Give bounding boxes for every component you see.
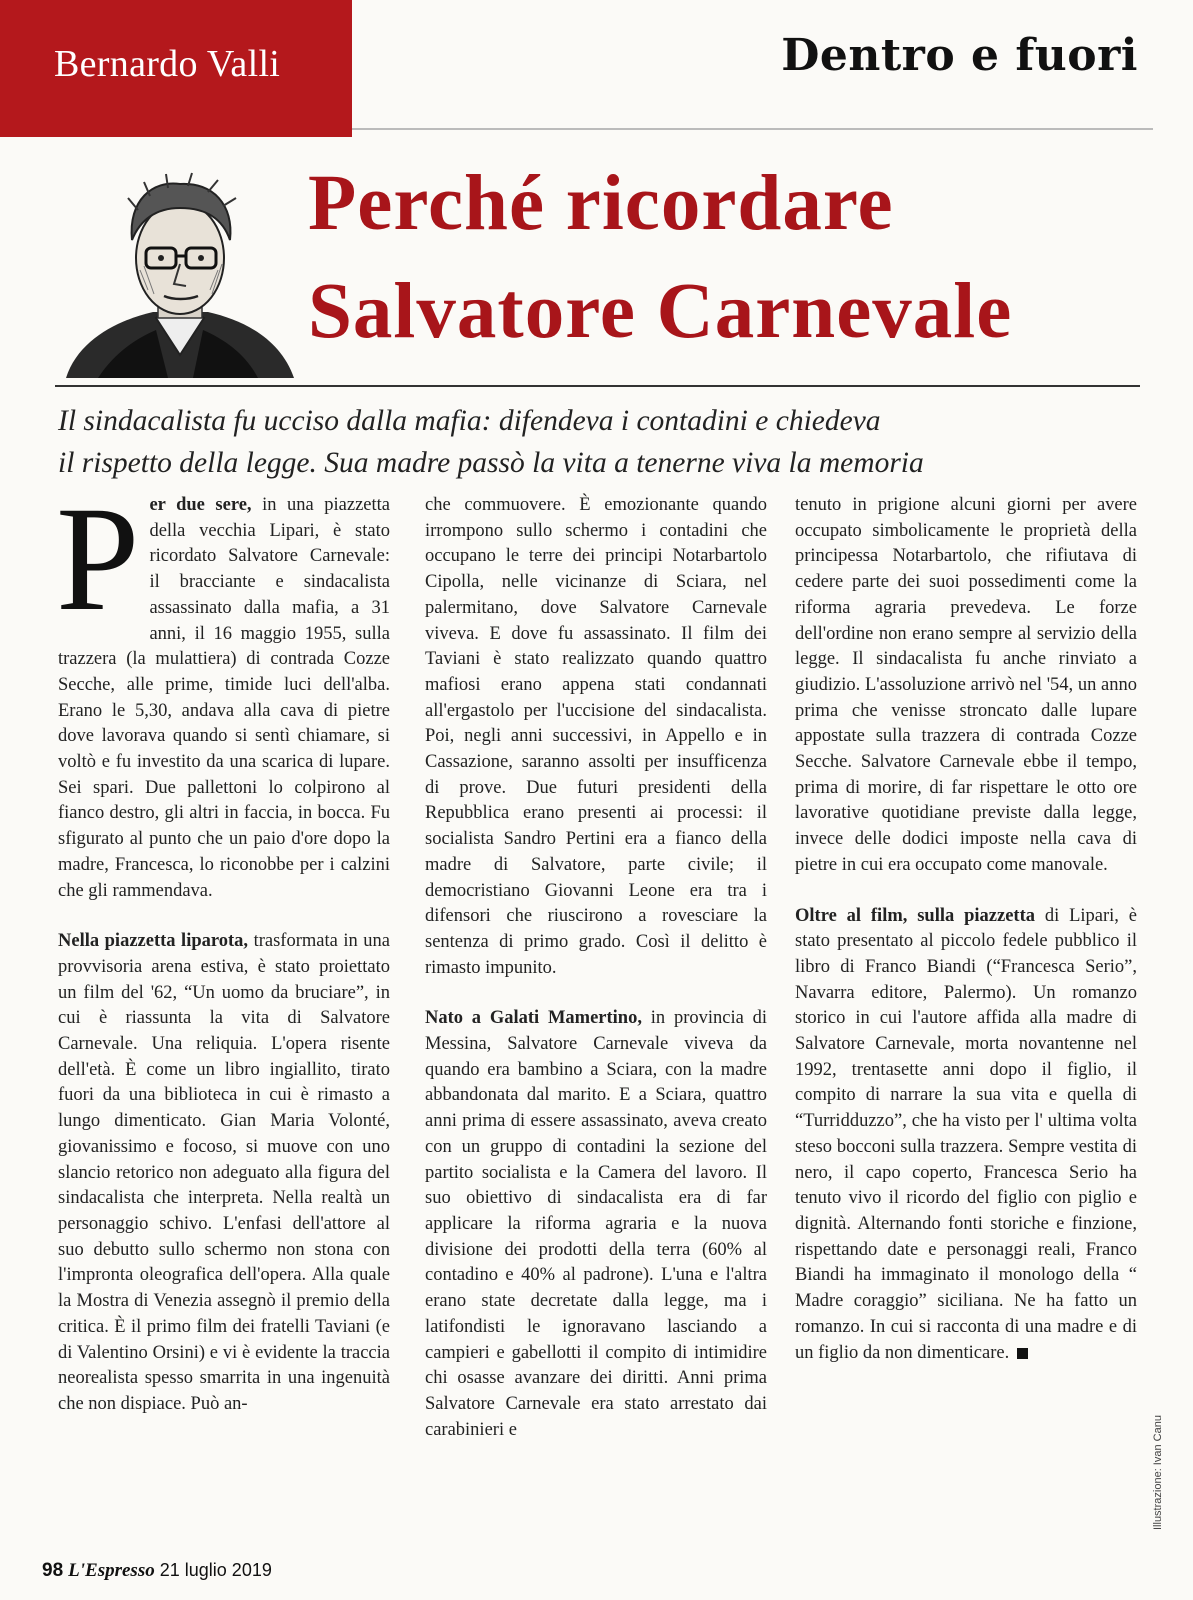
article-column-1	[56, 476, 390, 1443]
deck	[58, 400, 1148, 484]
paragraph-text: che commuovere. È emozionante quando irrompono sullo schermo i contadini che occupano le terre dei principi Notarbartolo Cipolla, nelle vicinanze di Sciara, nel palermitano, dove Salvatore Carnevale viveva. E dove fu assassinato. Il film dei Taviani è stato realizzato quando quattro mafiosi erano appena stati condannati all'ergastolo per l'uccisione del sindacalista. Poi, negli anni successivi, in Appello e in Cassazione, saranno assolti per insufficenza di prove. Due futuri presidenti della Repubblica erano presenti ai processi: il socialista Sandro Pertini era a fianco della madre di Salvatore, parte civile; il democristiano Giovanni Leone era tra i difensori che riuscirono a rovesciare la sentenza di primo grado. Così il delitto è rimasto impunito.	[425, 495, 767, 978]
article-column-3	[795, 493, 1137, 1391]
paragraph	[425, 493, 767, 981]
article-column-2	[425, 493, 767, 1468]
paragraph-text: in provincia di Messina, Salvatore Carnevale viveva da quando era bambino a Sciara, con la madre abbandonata dal marito. E a Sciara, quattro anni prima di essere assassinato, aveva creato con un gruppo di contadini la sezione del partito socialista e la Camera del lavoro. Il suo obiettivo di sindacalista era di far applicare la riforma agraria e la nuova divisione dei prodotti della terra (60% al contadino e 40% al padrone). L'una e l'altra erano state decretate dalla legge, ma i latifondisti le ignoravano lasciando a campieri e gabellotti il compito di intimidire chi osasse avanzare dei diritti. Anni prima Salvatore Carnevale era stato arrestato dai carabinieri e	[425, 1008, 767, 1440]
paragraph	[425, 1006, 767, 1443]
magazine-name: L'Espresso	[68, 1560, 155, 1581]
paragraph-text: trasformata in una provvisoria arena estiva, è stato proiettato un film del '62, “Un uomo da bruciare”, in cui è riassunta la vita di Salvatore Carnevale. Una reliquia. L'opera risente dell'età. È come un libro ingiallito, tirato fuori da una biblioteca in cui è rimasto a lungo dimenticato. Gian Maria Volonté, giovanissimo e focoso, si muove con uno slancio retorico non adeguato alla figura del sindacalista che interpreta. Nella realtà un personaggio schivo. L'enfasi dell'attore al suo debutto sullo schermo non stona con l'impronta oleografica dell'opera. Alla quale la Mostra di Venezia assegnò il premio della critica. È il primo film dei fratelli Taviani (e di Valentino Orsini) e vi è evidente la traccia neorealista spesso smarrita in una ingenuità che non dispiace. Può an-	[58, 931, 390, 1414]
author-portrait-icon	[58, 170, 298, 378]
paragraph-lead: Nella piazzetta liparota,	[58, 931, 249, 952]
paragraph	[56, 476, 390, 904]
column-title: Dentro e fuori	[781, 30, 1138, 81]
paragraph-text: tenuto in prigione alcuni giorni per avere occupato simbolicamente le proprietà della principessa Notarbartolo, che rifiutava di cedere parte dei suoi possedimenti come la riforma agraria prevedeva. Le forze dell'ordine non erano sempre al servizio della legge. Il sindacalista fu anche rinviato a giudizio. L'assoluzione arrivò nel '54, un anno prima che venisse stroncato dalle lupare appostate sulla trazzera di contrada Cozze Secche. Salvatore Carnevale ebbe il tempo, prima di morire, di far rispettare le otto ore lavorative quotidiane previste dalla legge, invece delle dodici imposte nella cava di pietre in cui era occupato come manovale.	[795, 495, 1137, 875]
deck-line-2: il rispetto della legge. Sua madre passò la vita a tenerne viva la memoria	[58, 447, 924, 479]
paragraph	[58, 929, 390, 1417]
headline-line-2: Salvatore Carnevale	[308, 268, 1013, 355]
page-footer	[42, 1560, 272, 1582]
headline	[308, 150, 1158, 366]
illustration-credit: Illustrazione: Ivan Canu	[1152, 1415, 1164, 1530]
author-name: Bernardo Valli	[54, 43, 281, 85]
paragraph-lead: Nato a Galati Mamertino,	[425, 1008, 642, 1029]
end-mark-icon	[1017, 1348, 1028, 1359]
deck-line-1: Il sindacalista fu ucciso dalla mafia: difendeva i contadini e chiedeva	[58, 405, 881, 437]
author-band	[0, 0, 352, 137]
header-rule	[352, 128, 1153, 130]
paragraph-text: in una piazzetta della vecchia Lipari, è stato ricordato Salvatore Carnevale: il bracciante e sindacalista assassinato dalla mafia, a 31 anni, il 16 maggio 1955, sulla trazzera (la mulattiera) di contrada Cozze Secche, alle prime, timide luci dell'alba. Erano le 5,30, andava alla cava di pietre dove lavorava quando si sentì chiamare, si voltò e fu investito da una scarica di lupare. Sei spari. Due pallettoni lo colpirono al fianco destro, gli altri in faccia, in bocca. Fu sfigurato al punto che un paio d'ore dopo la madre, Francesca, lo riconobbe per i calzini che gli rammendava.	[58, 495, 390, 901]
drop-cap: P	[56, 476, 140, 642]
paragraph-lead: er due sere,	[149, 495, 252, 515]
paragraph	[795, 493, 1137, 879]
page-number: 98	[42, 1560, 64, 1581]
headline-line-1: Perché ricordare	[308, 160, 894, 247]
paragraph-lead: Oltre al film, sulla piazzetta	[795, 905, 1035, 926]
masthead	[0, 0, 1193, 140]
paragraph	[795, 904, 1137, 1367]
issue-date: 21 luglio 2019	[159, 1560, 272, 1580]
headline-divider	[55, 385, 1140, 387]
paragraph-text: di Lipari, è stato presentato al piccolo fedele pubblico il libro di Franco Biandi (“Francesca Serio”, Navarra editore, Palermo). Un romanzo storico in cui l'autore affida alla madre di Salvatore Carnevale, morta novantenne nel 1992, trentasette anni dopo il figlio, il compito di narrare la sua vita e quella di “Turridduzzo”, che ha visto per l' ultima volta steso bocconi sulla trazzera. Sempre vestita di nero, il capo coperto, Francesca Serio ha tenuto vivo il ricordo del figlio con piglio e dignità. Alternando fonti storiche e finzione, rispettando date e personaggi reali, Franco Biandi ha immaginato il monologo della “ Madre coraggio” siciliana. Ne ha fatto un romanzo. In cui si racconta di una madre e di un figlio da non dimenticare.	[795, 905, 1137, 1363]
